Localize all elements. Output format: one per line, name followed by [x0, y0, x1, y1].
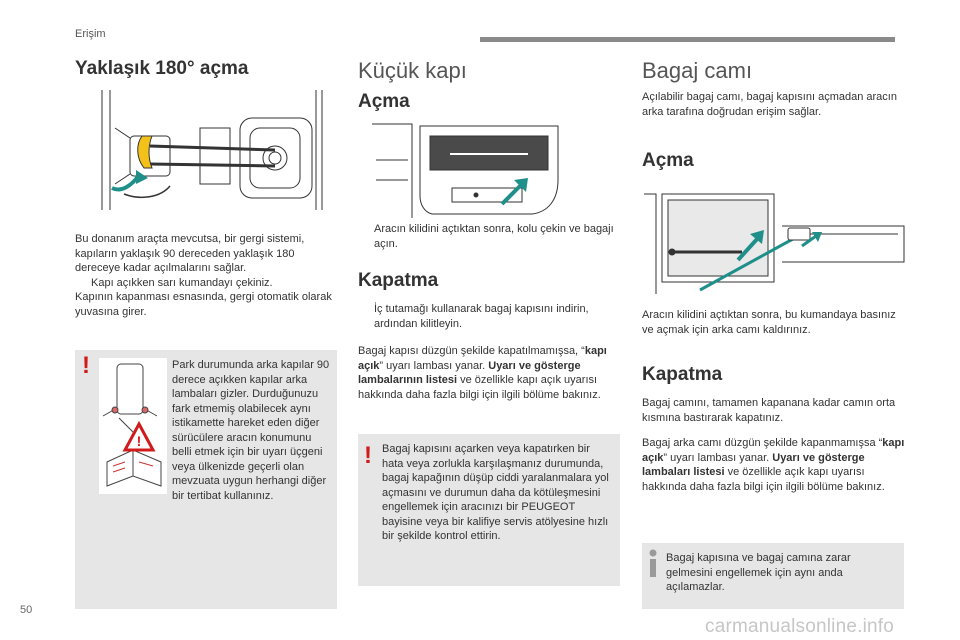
col2-open-bullet-text: Aracın kilidini açtıktan sonra, kolu çekin ve bagajı açın.	[374, 223, 614, 250]
bold-run-lamp-list: Uyarı ve gösterge lambaları listesi	[642, 451, 865, 478]
rear-doors-triangle-drawing	[99, 358, 167, 494]
text-run: Bagaj kapısı düzgün şekilde kapatılmamışsa, “	[358, 345, 585, 357]
heading-open-rear-window: Açma	[642, 150, 694, 171]
info-icon	[648, 549, 658, 577]
bold-run-lamp-list: Uyarı ve gösterge lambalarının listesi	[358, 359, 581, 386]
warning-text-tailgate: Bagaj kapısını açarken veya kapatırken bir hata veya zorlukla karşılaşmanız durumunda, bagaj kapağının düşüp ciddi yaralanmalara yol açmasını ve durumun daha da kötüleşmesini engellemek için aracınızı bir PEUGEOT bayisine veya bir kalifiye servis atölyesine hızlı bir şekilde kontrol ettirin.	[382, 443, 609, 542]
col1-text	[75, 232, 337, 319]
bold-run-door-open: kapı açık	[642, 437, 905, 464]
heading-close-small-door: Kapatma	[358, 270, 439, 291]
svg-text:!: !	[136, 433, 142, 449]
heading-close-rear-window: Kapatma	[642, 364, 723, 385]
illustration-rear-window	[642, 190, 907, 296]
bold-run-door-open: kapı açık	[358, 345, 607, 372]
col2-open-bullet	[358, 222, 620, 251]
illustration-tailgate-handle	[372, 120, 564, 220]
tailgate-drawing	[372, 120, 564, 220]
title-small-door: Küçük kapı	[358, 58, 467, 83]
col1-para2: Kapının kapanması esnasında, gergi otomatik olarak yuvasına girer.	[75, 291, 332, 318]
header-rule	[480, 37, 895, 42]
col2-door-open-paragraph	[358, 344, 620, 402]
warning-box-tailgate	[358, 434, 620, 586]
warning-icon: !	[364, 442, 372, 469]
text-run: Bagaj arka camı düzgün şekilde kapanmamışsa “	[642, 437, 883, 449]
yellow-lever	[138, 136, 152, 168]
heading-open-small-door: Açma	[358, 91, 410, 112]
col3-open-text: Aracın kilidini açtıktan sonra, bu kumandaya basınız ve açmak için arka camı kaldırınız.	[642, 309, 896, 336]
col3-intro: Açılabilir bagaj camı, bagaj kapısını açmadan aracın arka tarafına doğrudan erişim sağlar.	[642, 91, 897, 118]
col1-bullet-text: Kapı açıkken sarı kumandayı çekiniz.	[91, 276, 273, 289]
section-label: Erişim	[75, 28, 106, 40]
rear-window-drawing	[642, 190, 907, 296]
bullet-icon	[358, 302, 368, 331]
page-number: 50	[20, 604, 33, 616]
col2-close-bullet	[358, 302, 620, 331]
open-arrow-icon	[502, 184, 522, 204]
text-run: ” uyarı lambası yanar.	[663, 451, 773, 464]
title-180-opening: Yaklaşık 180° açma	[75, 58, 249, 79]
info-text-rear-window: Bagaj kapısına ve bagaj camına zarar gelmesini engellemek için aynı anda açılamazlar.	[666, 552, 851, 593]
col2-close-bullet-text: İç tutamağı kullanarak bagaj kapısını indirin, ardından kilitleyin.	[374, 303, 589, 330]
col1-para1: Bu donanım araçta mevcutsa, bir gergi sistemi, kapıların yaklaşık 90 dereceden yaklaşık 180 dereceye kadar açılmalarını sağlar.	[75, 233, 305, 274]
col3-close-text: Bagaj camını, tamamen kapanana kadar camın orta kısmına bastırarak kapatınız.	[642, 397, 896, 424]
watermark: carmanualsonline.info	[705, 616, 895, 637]
warning-box-parking	[75, 350, 337, 609]
text-run: ve özellikle kapı açık uyarısı hakkında daha fazla bilgi için ilgili bölüme bakınız.	[358, 374, 601, 401]
text-run: ve özellikle açık kapı uyarısı hakkında daha fazla bilgi için ilgili bölüme bakınız.	[642, 466, 885, 493]
title-rear-window: Bagaj camı	[642, 58, 753, 83]
illustration-warning-triangle	[99, 358, 167, 494]
warning-icon: !	[82, 352, 90, 379]
door-strap-drawing	[90, 88, 328, 212]
bullet-icon	[358, 222, 368, 251]
release-button-icon	[788, 228, 810, 240]
warning-text-parking: Park durumunda arka kapılar 90 derece açıkken kapılar arka lambaları gizler. Durduğunuzu fark etmemiş olabilecek aynı istikamette hareket eden diğer sürücülere aracın konumunu belli etmek için bir uyarı üçgeni veya ülkenizde geçerli olan mevzuata uygun herhangi diğer bir tertibat kullanınız.	[172, 359, 330, 502]
info-box-rear-window	[642, 543, 904, 609]
bullet-icon	[75, 276, 85, 291]
illustration-door-strap	[90, 88, 328, 212]
text-run: ” uyarı lambası yanar.	[379, 359, 489, 372]
col3-door-open-paragraph	[642, 436, 907, 494]
col1-bullet	[75, 276, 337, 291]
